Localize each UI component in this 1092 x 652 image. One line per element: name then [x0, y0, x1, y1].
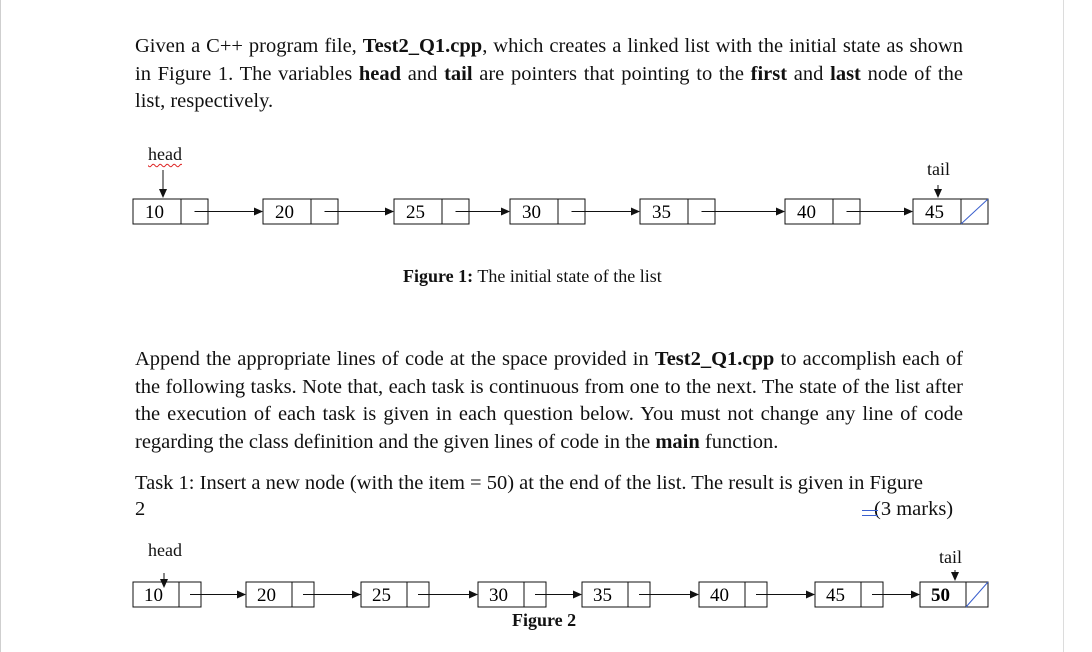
figure-2-caption: Figure 2 [512, 610, 577, 630]
append-filename: Test2_Q1.cpp [654, 348, 775, 370]
task-1-figure-number: 2 [135, 498, 146, 520]
next-pointer-arrowhead [573, 591, 582, 599]
next-pointer-arrowhead [690, 591, 699, 599]
fig1-head-label: head [148, 144, 182, 164]
node-value: 25 [406, 202, 425, 223]
node-value: 10 [145, 202, 164, 223]
intro-first-word: first [750, 62, 788, 85]
node-value: 45 [925, 202, 944, 223]
intro-last-word: last [830, 62, 861, 85]
null-pointer-slash [966, 582, 988, 607]
task-1-text: Task 1: Insert a new node (with the item = 50) at the end of the list. The result is given in Figure [135, 472, 924, 494]
node-value: 40 [797, 202, 816, 223]
intro-text-4: are pointers that pointing to the [472, 62, 751, 85]
append-text-1: Append the appropriate lines of code at the space provided in [135, 348, 655, 370]
intro-text-5: and [787, 62, 831, 85]
append-text-2: to accomplish each of the following tasks. Note that, each task is continuous from one to the next. The state of the list after the execution of each task is given in each question below. You must not change any line of code regarding the class definition and the given lines of code in the [135, 348, 963, 453]
next-pointer-arrowhead [911, 591, 920, 599]
figure-1-caption: Figure 1: The initial state of the list [403, 266, 662, 286]
intro-head-word: head [358, 62, 402, 85]
node-value: 30 [522, 202, 541, 223]
node-value: 35 [652, 202, 671, 223]
intro-text-6: node of the list, respectively. [135, 62, 963, 112]
node-value: 50 [931, 585, 950, 606]
fig1-tail-label: tail [927, 159, 950, 179]
next-pointer-arrowhead [237, 591, 246, 599]
next-pointer-arrowhead [352, 591, 361, 599]
intro-text-2: , which creates a linked list with the initial state as shown in Figure 1. The variables [135, 35, 963, 85]
node-value: 40 [710, 585, 729, 606]
node-value: 10 [144, 585, 163, 606]
node-value: 35 [593, 585, 612, 606]
append-main-word: main [655, 430, 700, 453]
node-value: 25 [372, 585, 391, 606]
next-pointer-arrowhead [806, 591, 815, 599]
node-value: 45 [826, 585, 845, 606]
append-text-3: function. [699, 430, 779, 453]
node-value: 20 [275, 202, 294, 223]
node-value: 30 [489, 585, 508, 606]
fig2-tail-label: tail [939, 547, 962, 567]
intro-tail-word: tail [444, 62, 473, 85]
task-1-marks: (3 marks) [874, 498, 954, 520]
intro-text-1: Given a C++ program file, [135, 35, 363, 57]
intro-text-3: and [401, 62, 445, 85]
tail-pointer-arrowhead [951, 572, 959, 581]
next-pointer-arrowhead [469, 591, 478, 599]
node-value: 20 [257, 585, 276, 606]
intro-filename: Test2_Q1.cpp [362, 35, 483, 57]
fig2-head-label: head [148, 540, 182, 560]
